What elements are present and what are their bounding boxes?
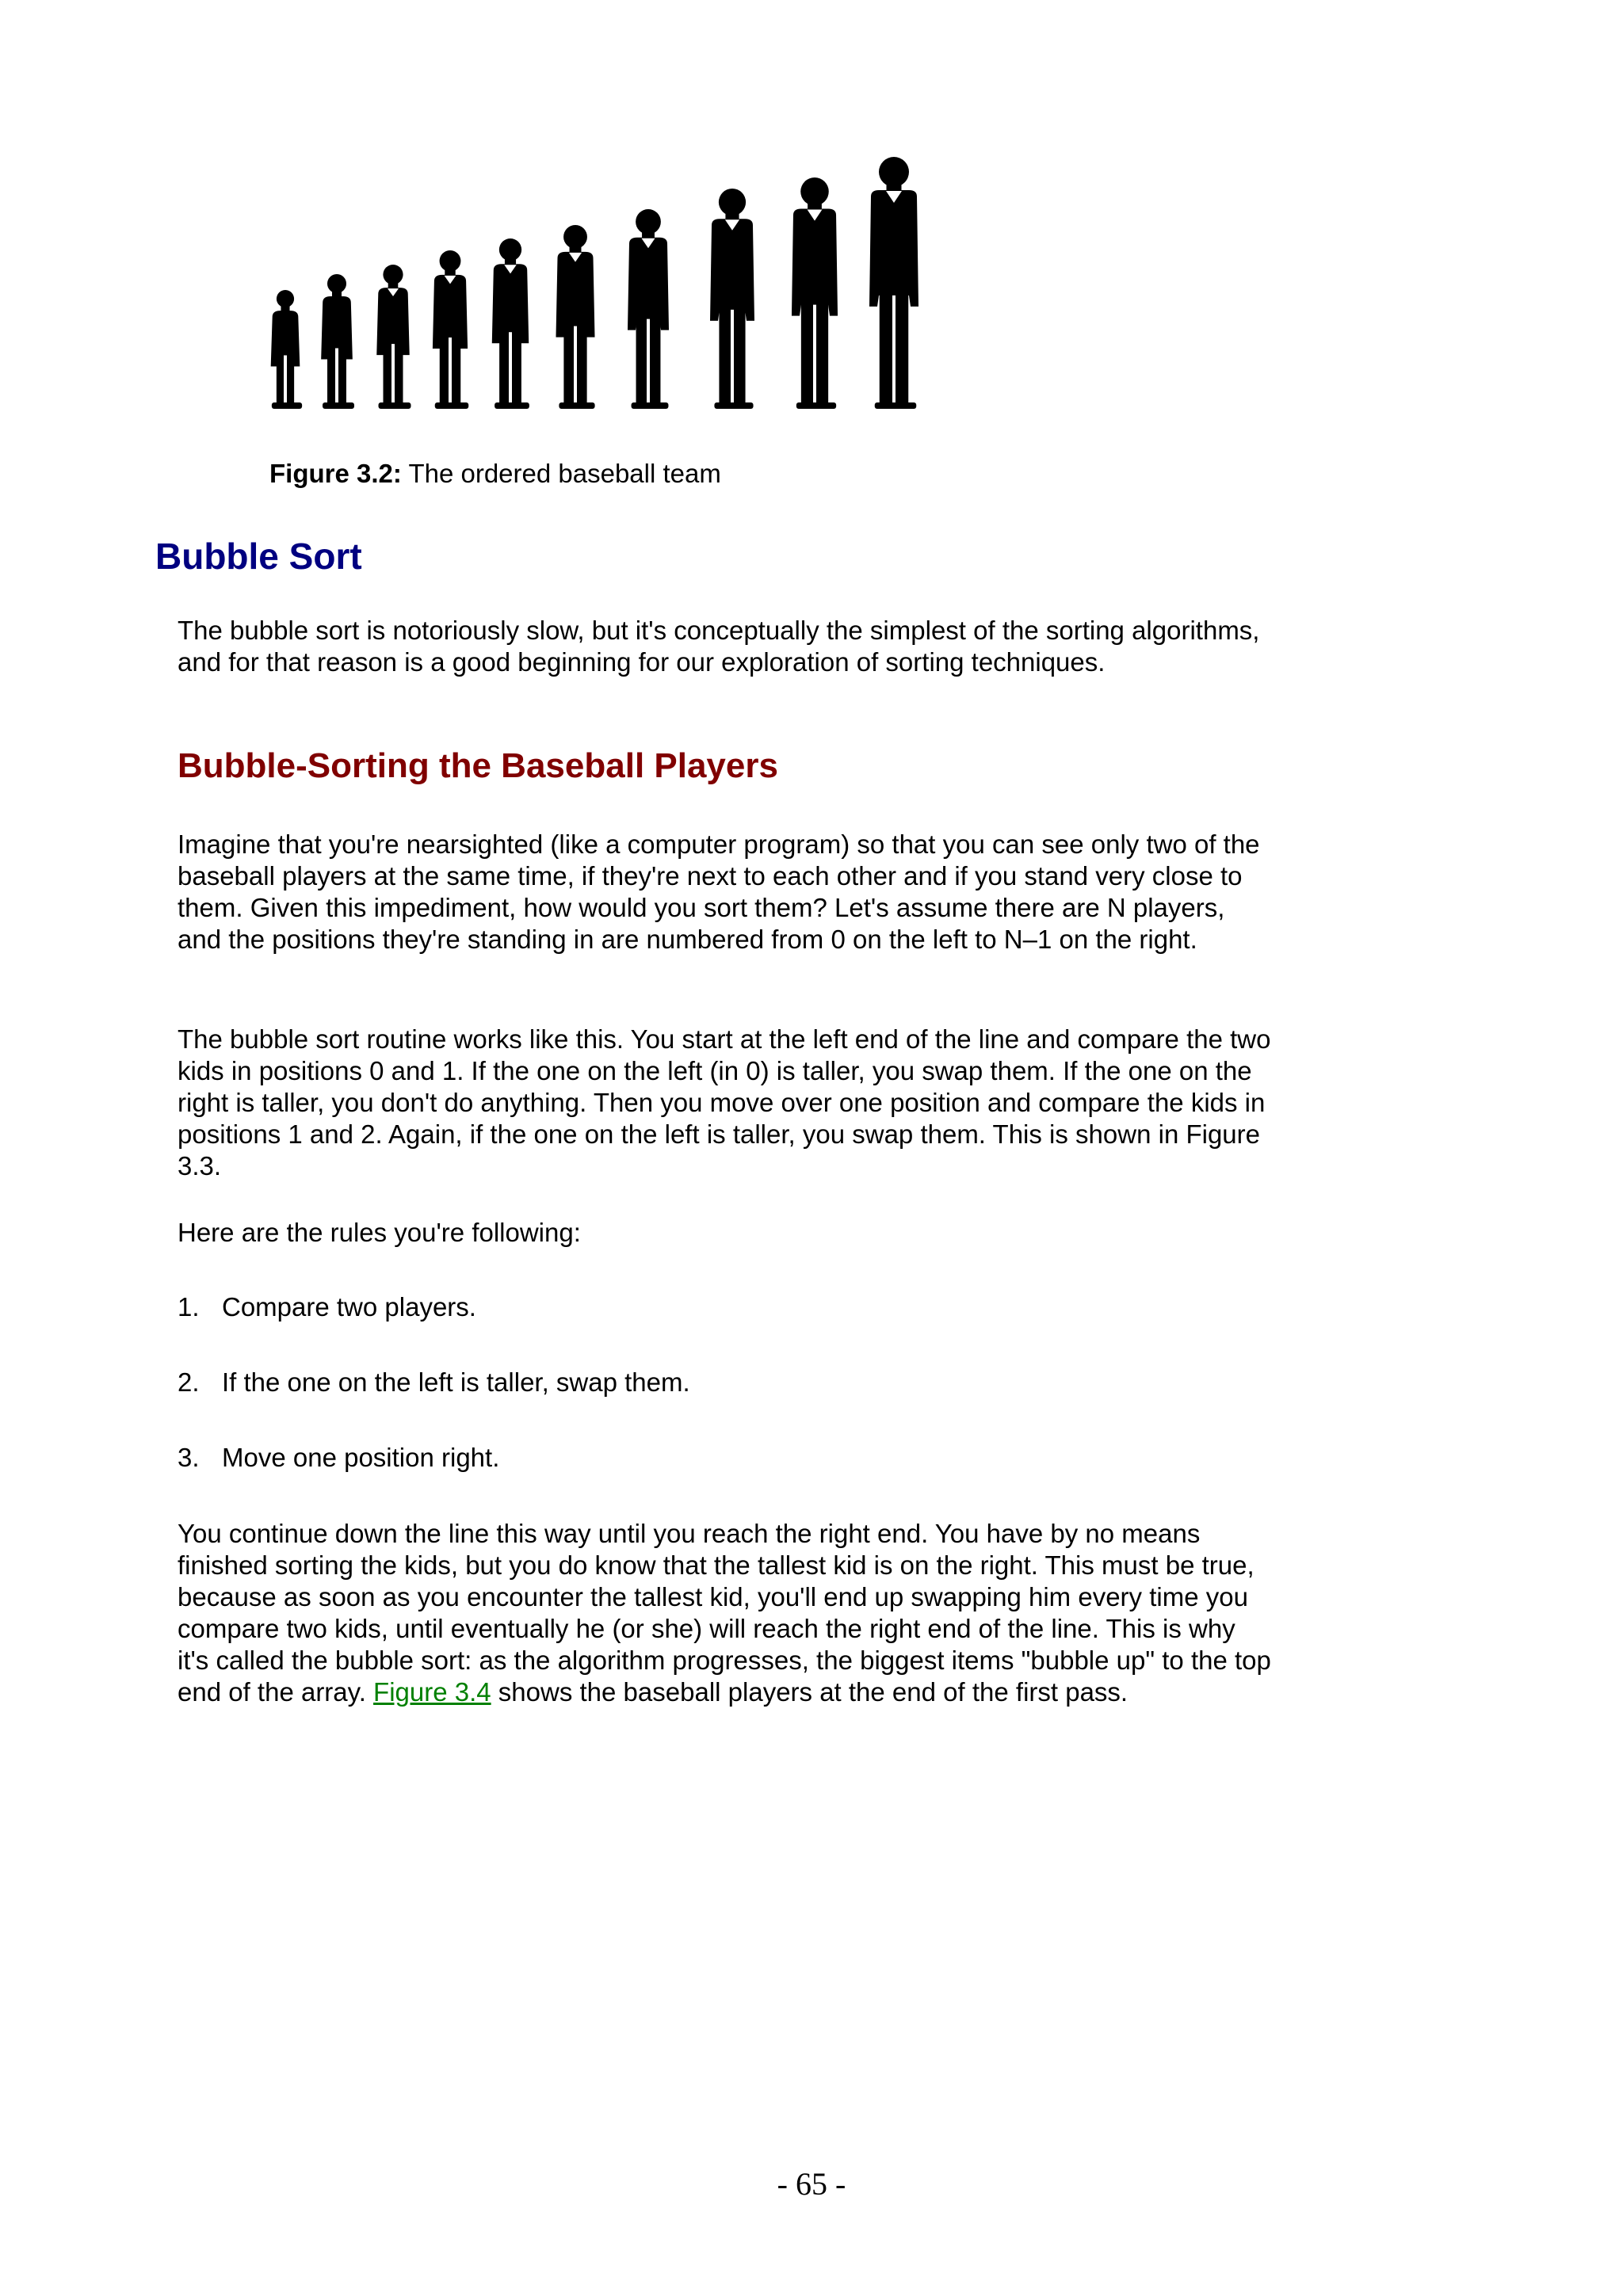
list-item [178,1291,476,1323]
player-silhouette [321,274,354,409]
player-silhouette [792,177,838,409]
paragraph-continue-text: You continue down the line this way until you reach the right end. You have by no means finished sorting the kids, but you do know that the tallest kid is on the right. This must be true, because as soon as you encounter the tallest kid, you'll end up swapping him every time you compare two kids, until eventually he (or she) will reach the right end of the line. This is why it's called the bubble sort: as the algorithm progresses, the biggest items "bubble up" to the top end of the array. [178,1519,1271,1707]
player-silhouette [433,250,468,409]
list-item-text: If the one on the left is taller, swap them. [222,1367,690,1397]
player-silhouette [869,157,918,409]
list-item-text: Compare two players. [222,1292,476,1322]
figure-caption-text: The ordered baseball team [401,459,721,488]
player-silhouette [376,265,411,409]
paragraph-continue-tail: shows the baseball players at the end of the first pass. [491,1677,1128,1707]
player-silhouette [271,290,302,409]
figure-3-4-link[interactable]: Figure 3.4 [373,1677,491,1707]
paragraph-continue [178,1518,1271,1708]
section-title: Bubble Sort [155,536,362,577]
section-intro-paragraph: The bubble sort is notoriously slow, but it's conceptually the simplest of the sorting algorithms, and for that reason is a good beginning for our exploration of sorting techniques. [178,616,1260,677]
list-item-number: 3. [178,1443,200,1472]
list-item [178,1442,499,1474]
player-silhouette [492,238,529,409]
ordered-players-silhouettes [265,155,938,417]
figure-caption-label: Figure 3.2: [269,459,402,488]
rules-intro: Here are the rules you're following: [178,1218,581,1247]
player-silhouette [710,189,754,409]
figure-caption [269,456,721,491]
paragraph-routine: The bubble sort routine works like this. You start at the left end of the line and compare the two kids in positions 0 and 1. If the one on the left (in 0) is taller, you swap them. If the one on the right is taller, you don't do anything. Then you move over one position and compare the kids in positions 1 and 2. Again, if the one on the left is taller, you swap them. This is shown in Figure 3.3. [178,1024,1271,1180]
list-item-text: Move one position right. [222,1443,500,1472]
list-item [178,1367,690,1398]
baseball-team-figure [265,155,938,417]
list-item-number: 2. [178,1367,200,1397]
subsection-title: Bubble-Sorting the Baseball Players [178,746,778,785]
page-number: - 65 - [777,2166,846,2202]
player-silhouette [628,209,669,409]
list-item-number: 1. [178,1292,200,1322]
player-silhouette [556,225,594,409]
paragraph-nearsighted: Imagine that you're nearsighted (like a computer program) so that you can see only two of the baseball players at the same time, if they're next to each other and if you stand very close to them. Given this impediment, how would you sort them? Let's assume there are N players, and the positions they're standing in are numbered from 0 on the left to N–1 on the right. [178,830,1260,954]
